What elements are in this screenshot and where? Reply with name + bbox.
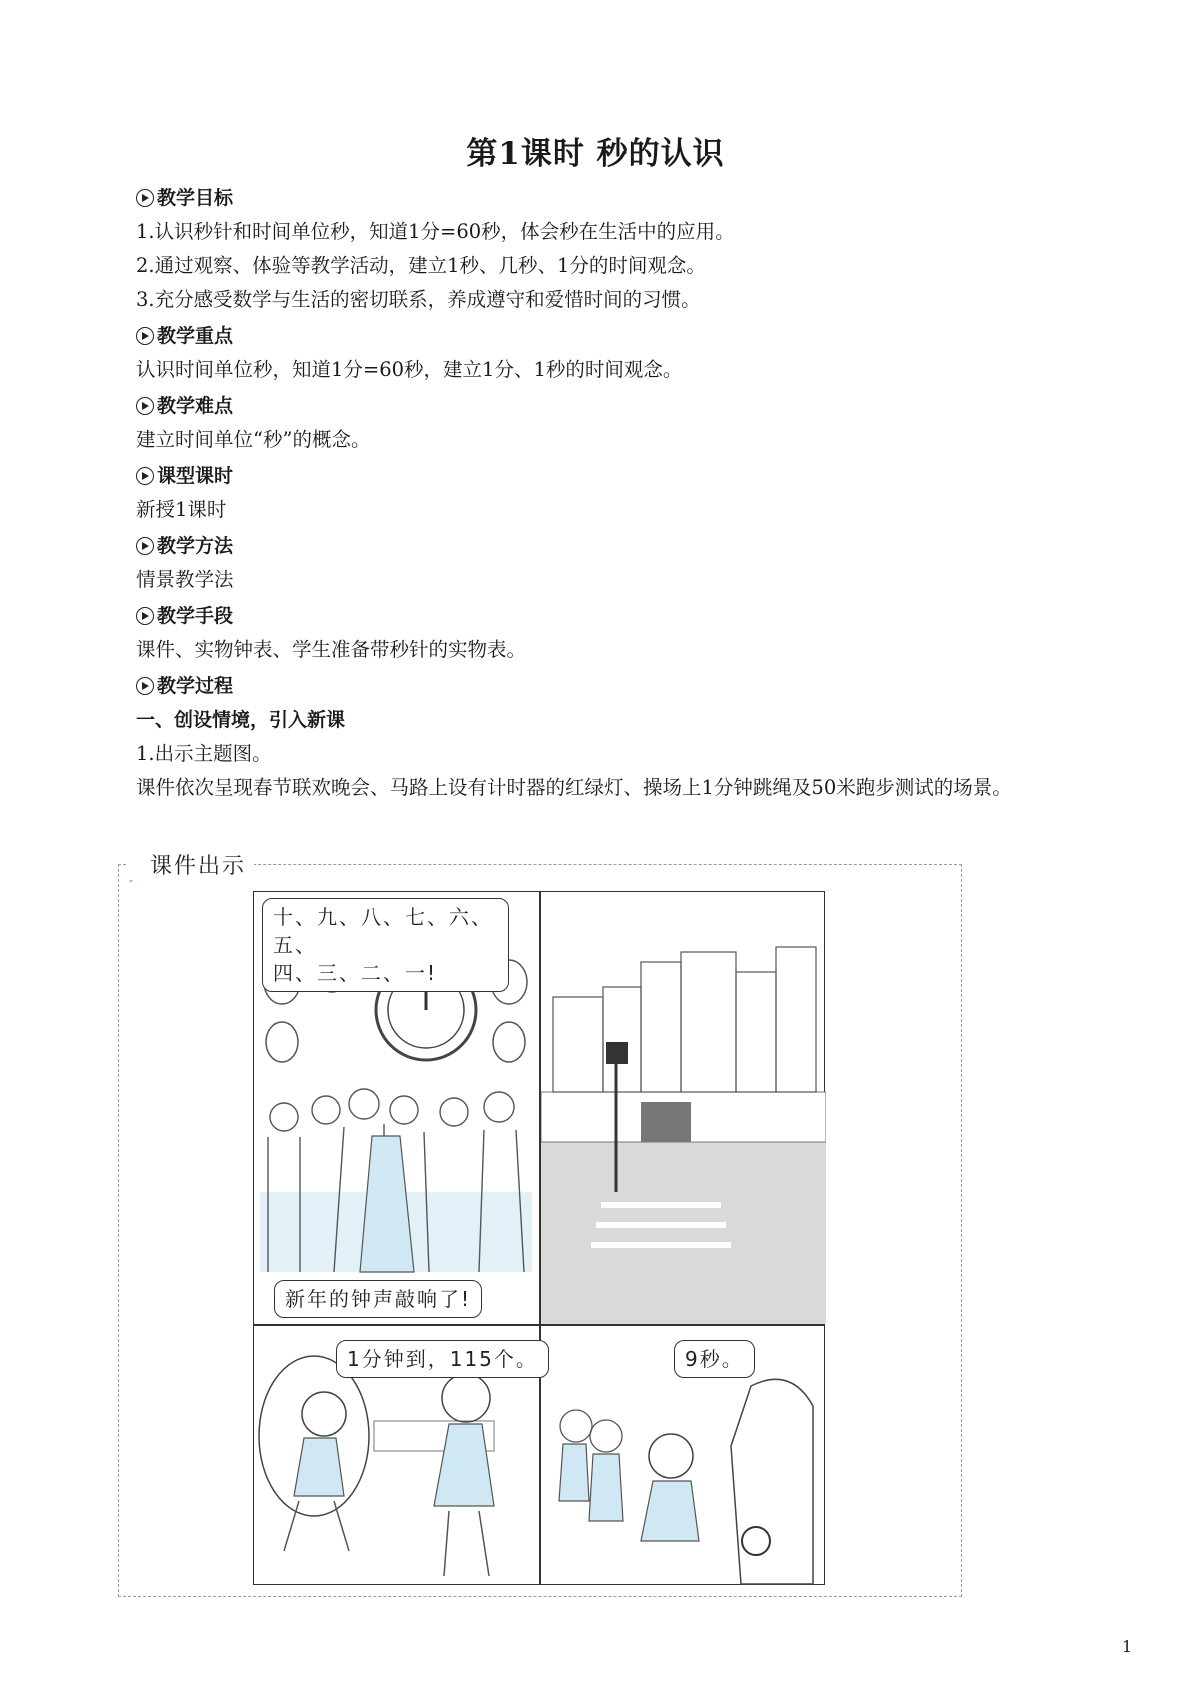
- play-circle-icon: [136, 677, 154, 695]
- scene-panels: [253, 891, 825, 1585]
- goal-item-3: 3.充分感受数学与生活的密切联系，养成遵守和爱惜时间的习惯。: [136, 288, 701, 311]
- section-heading-key-points: 教学重点: [136, 322, 233, 350]
- speech-bubble-rope: 1分钟到，115个。: [336, 1340, 549, 1378]
- part-heading: 一、创设情境，引入新课: [136, 709, 346, 731]
- speech-bubble-run: 9秒。: [674, 1340, 755, 1378]
- section-heading-process: 教学过程: [136, 672, 233, 700]
- method-text: 情景教学法: [136, 568, 234, 591]
- key-points-text: 认识时间单位秒，知道1分=60秒，建立1分、1秒的时间观念。: [136, 358, 683, 381]
- courseware-label: 课件出示: [128, 849, 254, 880]
- panel-divider-horizontal: [254, 1324, 824, 1326]
- section-heading-method: 教学方法: [136, 532, 233, 560]
- page-number: 1: [1122, 1637, 1133, 1656]
- step-1-description: 课件依次呈现春节联欢晚会、马路上设有计时器的红绿灯、操场上1分钟跳绳及50米跑步测试的场景。: [136, 776, 1012, 799]
- play-circle-icon: [136, 189, 154, 207]
- street-scene: [541, 947, 826, 1324]
- lesson-title: 第1课时 秒的认识: [466, 136, 725, 172]
- goal-item-2: 2.通过观察、体验等教学活动，建立1秒、几秒、1分的时间观念。: [136, 254, 706, 277]
- play-circle-icon: [136, 607, 154, 625]
- difficulty-text: 建立时间单位“秒”的概念。: [136, 428, 371, 451]
- play-circle-icon: [136, 467, 154, 485]
- play-circle-icon: [136, 537, 154, 555]
- lesson-type-text: 新授1课时: [136, 498, 227, 521]
- rope-scene: [259, 1356, 494, 1576]
- section-heading-means: 教学手段: [136, 602, 233, 630]
- section-heading-difficulty: 教学难点: [136, 392, 233, 420]
- running-scene: [559, 1379, 813, 1584]
- means-text: 课件、实物钟表、学生准备带秒针的实物表。: [136, 638, 527, 661]
- speech-bubble-countdown: 十、九、八、七、六、五、 四、三、二、一!: [262, 898, 509, 992]
- section-heading-lesson-type: 课型课时: [136, 462, 233, 490]
- speech-bubble-newyear: 新年的钟声敲响了!: [274, 1280, 482, 1318]
- play-circle-icon: [136, 327, 154, 345]
- goal-item-1: 1.认识秒针和时间单位秒，知道1分=60秒，体会秒在生活中的应用。: [136, 220, 735, 243]
- panel-divider-vertical: [539, 892, 541, 1584]
- section-heading-goals: 教学目标: [136, 184, 233, 212]
- step-1: 1.出示主题图。: [136, 742, 272, 765]
- play-circle-icon: [136, 397, 154, 415]
- gala-scene: [260, 952, 532, 1272]
